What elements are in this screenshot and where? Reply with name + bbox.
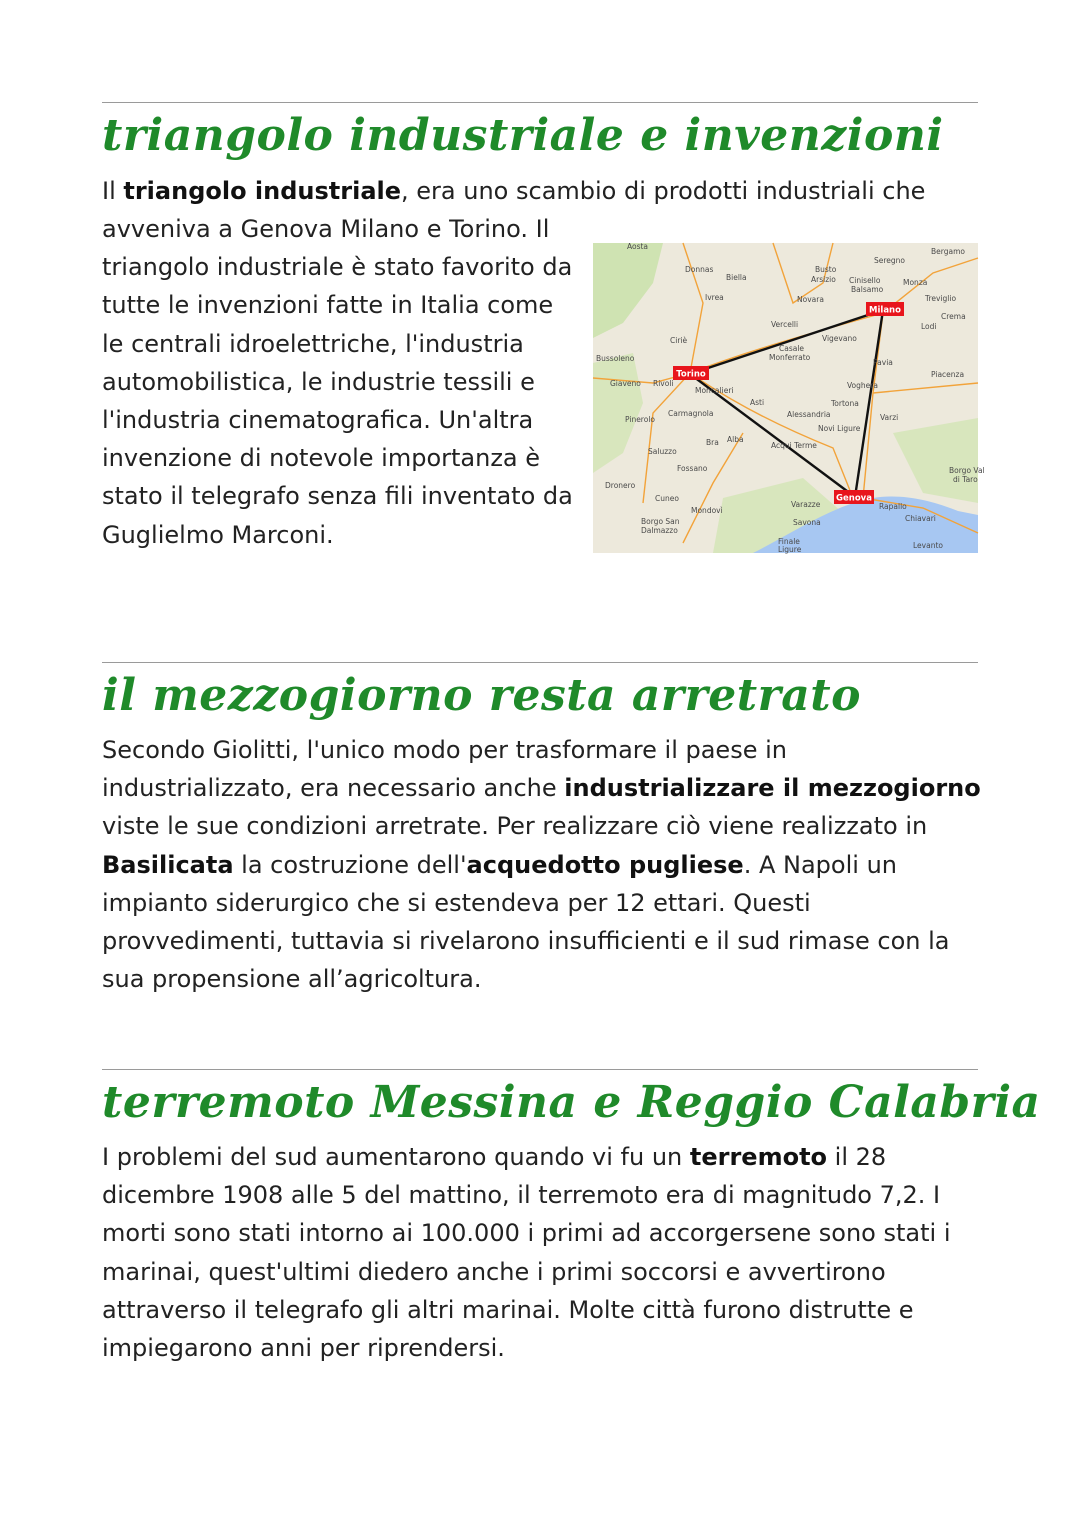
milano-label: Milano (869, 305, 901, 316)
genova-label: Genova (836, 493, 872, 504)
bold-term: triangolo industriale (123, 177, 402, 205)
place-label: Saluzzo (648, 447, 677, 456)
place-label: Ligure (778, 545, 802, 554)
place-label: Casale (779, 344, 805, 353)
text-run: I problemi del sud aumentarono quando vi fu un (102, 1143, 690, 1171)
place-label: Novara (797, 295, 824, 304)
place-label: Asti (750, 398, 765, 407)
place-label: Dalmazzo (641, 526, 678, 535)
place-label: Monza (903, 278, 928, 287)
place-label: Dronero (605, 481, 636, 490)
bold-term: industrializzare il mezzogiorno (564, 774, 981, 803)
text-run: viste le sue condizioni arretrate. Per realizzare ciò viene realizzato in (102, 812, 928, 841)
place-label: Vercelli (771, 320, 799, 329)
place-label: Seregno (874, 256, 906, 265)
place-label: Bra (706, 438, 719, 447)
section-divider (102, 1069, 978, 1070)
place-label: Tortona (831, 399, 859, 408)
place-label: Novi Ligure (818, 424, 861, 433)
place-label: Rapallo (879, 502, 907, 511)
place-label: Varazze (791, 500, 821, 509)
place-label: Aosta (627, 242, 649, 251)
place-label: Biella (726, 273, 747, 282)
bold-term: acquedotto pugliese (466, 850, 744, 879)
place-label: Ciriè (670, 336, 688, 345)
genova-marker (834, 490, 874, 504)
place-label: Arsizio (811, 275, 836, 284)
place-label: Busto (815, 265, 837, 274)
place-label: Acqui Terme (771, 441, 817, 450)
place-label: Voghera (847, 381, 878, 390)
section-title: terremoto Messina e Reggio Calabria (102, 1077, 1041, 1128)
section-title: triangolo industriale e invenzioni (102, 110, 944, 161)
place-label: Cinisello (849, 276, 881, 285)
bold-term: terremoto (689, 1143, 828, 1171)
place-label: Vigevano (822, 334, 857, 343)
paragraph-terremoto (102, 1138, 982, 1367)
industrial-triangle-map (593, 242, 985, 554)
text-run: il 28 dicembre 1908 alle 5 del mattino, il terremoto era di magnitudo 7,2. I morti sono stati intorno ai 100.000 i primi ad accorgersene sono stati i marinai, quest'ultimi diedero anche i primi soccorsi e avvertirono attraverso il telegrafo gli altri marinai. Molte città furono distrutte e impiegarono anni per riprendersi. (102, 1143, 951, 1363)
text-run: Il (102, 177, 124, 205)
section-divider (102, 662, 978, 663)
place-label: Alessandria (787, 410, 831, 419)
torino-label: Torino (676, 369, 706, 380)
place-label: Cuneo (655, 494, 679, 503)
paragraph-mezzogiorno (102, 731, 982, 998)
place-label: Borgo San (641, 517, 680, 526)
place-label: Finale (778, 537, 800, 546)
place-label: Mondovì (691, 506, 723, 515)
text-run: la costruzione dell' (233, 850, 467, 879)
text-run: , era uno scambio di prodotti industriali che (401, 177, 926, 205)
place-label: Treviglio (925, 294, 957, 303)
place-label: Fossano (677, 464, 708, 473)
place-label: Pinerolo (625, 415, 655, 424)
place-label: Levanto (913, 541, 943, 550)
bold-term: Basilicata (102, 850, 234, 879)
place-label: Chiavari (905, 514, 936, 523)
place-label: Donnas (685, 265, 714, 274)
section-divider (102, 102, 978, 103)
place-label: Lodi (921, 322, 937, 331)
text-run: Secondo Giolitti, l'unico modo per trasformare il paese in industrializzato, era necessario anche (102, 736, 787, 803)
place-label: Ivrea (705, 293, 724, 302)
section-title: il mezzogiorno resta arretrato (102, 670, 861, 721)
place-label: Monferrato (769, 353, 811, 362)
place-label: Pavia (873, 358, 893, 367)
place-label: Rivoli (653, 379, 674, 388)
paragraph-triangolo-column: avveniva a Genova Milano e Torino. Il triangolo industriale è stato favorito da tutte le invenzioni fatte in Italia come le centrali idroelettriche, l'industria automobilistica, le industrie tessili e l'industria cinematografica. Un'altra invenzione di notevole importanza è stato il telegrafo senza fili inventato da Guglielmo Marconi. (102, 215, 573, 549)
place-label: Giaveno (610, 379, 641, 388)
place-label: Balsamo (851, 285, 884, 294)
paragraph-intro-line (102, 172, 982, 210)
place-label: Crema (941, 312, 966, 321)
place-label: Carmagnola (668, 409, 714, 418)
place-label: di Taro (953, 475, 978, 484)
place-label: Bergamo (931, 247, 965, 256)
torino-marker (673, 366, 709, 380)
place-label: Moncalieri (695, 386, 734, 395)
place-label: Borgo Val (949, 466, 985, 475)
text-run: . A Napoli un impianto siderurgico che si estendeva per 12 ettari. Questi provvedimenti, tuttavia si rivelarono insufficienti e il sud rimase con la sua propensione all’agricoltura. (102, 850, 950, 994)
place-label: Alba (727, 435, 744, 444)
place-label: Piacenza (931, 370, 965, 379)
place-label: Bussoleno (596, 354, 635, 363)
milano-marker (866, 302, 904, 316)
place-label: Savona (793, 518, 821, 527)
place-label: Varzi (880, 413, 899, 422)
